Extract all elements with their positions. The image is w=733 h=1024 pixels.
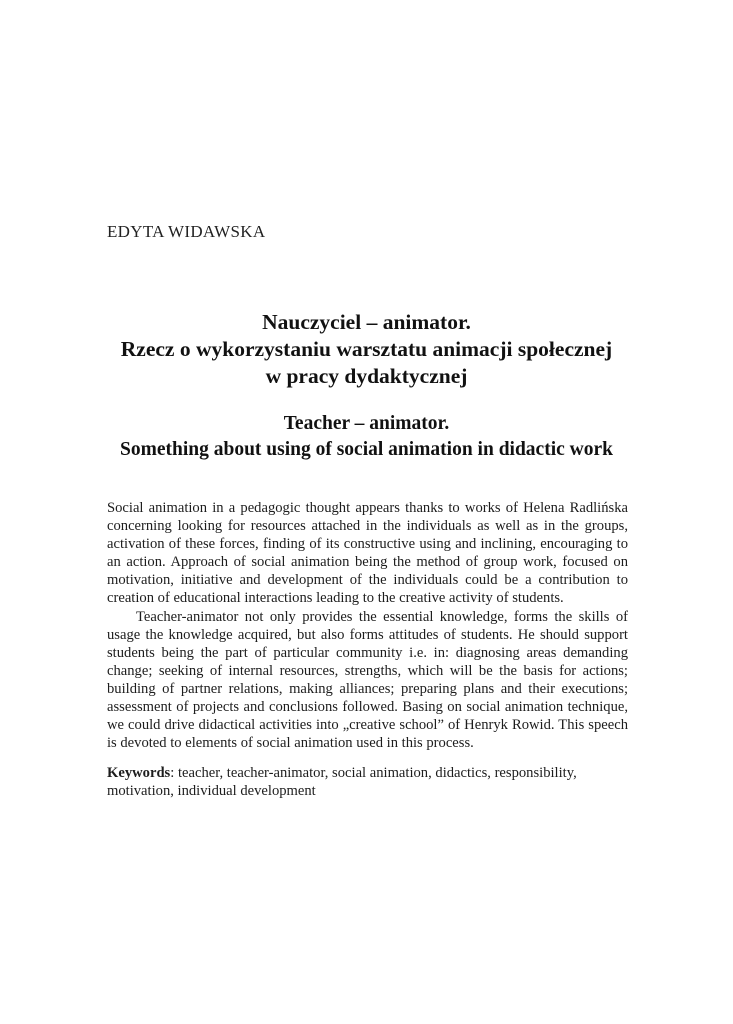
keywords-label: Keywords [107, 765, 171, 781]
keywords-separator: : [170, 765, 178, 781]
author-name: EDYTA WIDAWSKA [107, 222, 266, 241]
abstract [107, 499, 628, 752]
keywords [107, 764, 628, 800]
polish-title [80, 309, 653, 390]
abstract-paragraph-1: Social animation in a pedagogic thought appears thanks to works of Helena Radlińska concerning looking for resources attached in the individuals as well as in the groups, activation of these forces, finding of its constructive using and inclining, encouraging to an action. Approach of social animation being the method of group work, focused on motivation, initiative and development of the individuals could be a contribution to creation of educational interactions leading to the creative activity of students. [107, 500, 628, 607]
polish-title-line-1: Nauczyciel – animator. [262, 310, 471, 334]
abstract-paragraph-2: Teacher-animator not only provides the essential knowledge, forms the skills of usage the knowledge acquired, but also forms attitudes of students. He should support students being the part of particular community i.e. in: diagnosing areas demanding change; seeking of internal resources, strengths, which will be the basis for actions; building of partner relations, making alliances; preparing plans and their executions; assessment of projects and conclusions followed. Basing on social animation technique, we could drive didactical activities into „creative school” of Henryk Rowid. This speech is devoted to elements of social animation used in this process. [107, 608, 628, 752]
english-title [60, 411, 673, 463]
polish-title-line-3: w pracy dydaktycznej [265, 364, 468, 388]
polish-title-line-2: Rzecz o wykorzystaniu warsztatu animacji społecznej [120, 337, 613, 361]
english-title-line-1: Teacher – animator. [283, 413, 450, 434]
keywords-text: teacher, teacher-animator, social animation, didactics, responsibility, motivation, individual development [107, 765, 577, 800]
english-title-line-2: Something about using of social animation in didactic work [120, 439, 613, 460]
